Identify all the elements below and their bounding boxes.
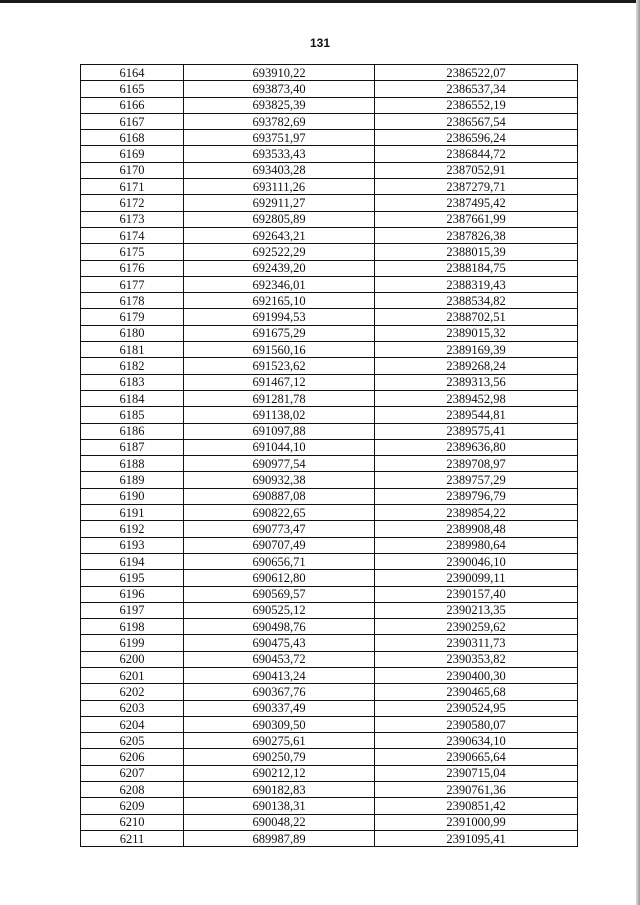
table-row (81, 733, 578, 749)
x-coordinate-cell: 693403,28 (184, 162, 375, 178)
y-coordinate-cell: 2390099,11 (375, 570, 578, 586)
table-row (81, 146, 578, 162)
x-coordinate-cell: 690525,12 (184, 602, 375, 618)
y-coordinate-cell: 2390046,10 (375, 553, 578, 569)
point-number-cell: 6208 (81, 782, 184, 798)
y-coordinate-cell: 2387495,42 (375, 195, 578, 211)
table-row (81, 309, 578, 325)
table-row (81, 390, 578, 406)
x-coordinate-cell: 690275,61 (184, 733, 375, 749)
point-number-cell: 6211 (81, 830, 184, 846)
x-coordinate-cell: 693533,43 (184, 146, 375, 162)
y-coordinate-cell: 2391000,99 (375, 814, 578, 830)
point-number-cell: 6181 (81, 342, 184, 358)
x-coordinate-cell: 691281,78 (184, 390, 375, 406)
table-row (81, 342, 578, 358)
y-coordinate-cell: 2390353,82 (375, 651, 578, 667)
point-number-cell: 6168 (81, 130, 184, 146)
y-coordinate-cell: 2388534,82 (375, 293, 578, 309)
table-row (81, 456, 578, 472)
y-coordinate-cell: 2390580,07 (375, 716, 578, 732)
table-row (81, 667, 578, 683)
point-number-cell: 6198 (81, 619, 184, 635)
table-row (81, 179, 578, 195)
point-number-cell: 6200 (81, 651, 184, 667)
table-row (81, 619, 578, 635)
y-coordinate-cell: 2386537,34 (375, 81, 578, 97)
y-coordinate-cell: 2390213,35 (375, 602, 578, 618)
point-number-cell: 6179 (81, 309, 184, 325)
x-coordinate-cell: 692522,29 (184, 244, 375, 260)
table-row (81, 195, 578, 211)
coordinates-table (80, 64, 578, 847)
x-coordinate-cell: 690773,47 (184, 521, 375, 537)
table-row (81, 211, 578, 227)
point-number-cell: 6178 (81, 293, 184, 309)
point-number-cell: 6177 (81, 276, 184, 292)
point-number-cell: 6172 (81, 195, 184, 211)
point-number-cell: 6185 (81, 407, 184, 423)
x-coordinate-cell: 690498,76 (184, 619, 375, 635)
table-row (81, 570, 578, 586)
x-coordinate-cell: 690309,50 (184, 716, 375, 732)
point-number-cell: 6183 (81, 374, 184, 390)
y-coordinate-cell: 2388702,51 (375, 309, 578, 325)
y-coordinate-cell: 2390311,73 (375, 635, 578, 651)
y-coordinate-cell: 2386552,19 (375, 97, 578, 113)
table-row (81, 814, 578, 830)
point-number-cell: 6209 (81, 798, 184, 814)
x-coordinate-cell: 693910,22 (184, 65, 375, 81)
point-number-cell: 6207 (81, 765, 184, 781)
y-coordinate-cell: 2389980,64 (375, 537, 578, 553)
x-coordinate-cell: 689987,89 (184, 830, 375, 846)
y-coordinate-cell: 2389757,29 (375, 472, 578, 488)
point-number-cell: 6173 (81, 211, 184, 227)
point-number-cell: 6199 (81, 635, 184, 651)
table-row (81, 260, 578, 276)
y-coordinate-cell: 2388015,39 (375, 244, 578, 260)
y-coordinate-cell: 2389636,80 (375, 439, 578, 455)
x-coordinate-cell: 690569,57 (184, 586, 375, 602)
table-row (81, 602, 578, 618)
x-coordinate-cell: 692643,21 (184, 227, 375, 243)
x-coordinate-cell: 691138,02 (184, 407, 375, 423)
point-number-cell: 6174 (81, 227, 184, 243)
table-row (81, 81, 578, 97)
point-number-cell: 6171 (81, 179, 184, 195)
table-row (81, 374, 578, 390)
point-number-cell: 6182 (81, 358, 184, 374)
point-number-cell: 6188 (81, 456, 184, 472)
table-row (81, 423, 578, 439)
y-coordinate-cell: 2386844,72 (375, 146, 578, 162)
point-number-cell: 6165 (81, 81, 184, 97)
point-number-cell: 6184 (81, 390, 184, 406)
point-number-cell: 6167 (81, 113, 184, 129)
point-number-cell: 6192 (81, 521, 184, 537)
x-coordinate-cell: 690212,12 (184, 765, 375, 781)
x-coordinate-cell: 691675,29 (184, 325, 375, 341)
point-number-cell: 6175 (81, 244, 184, 260)
x-coordinate-cell: 690932,38 (184, 472, 375, 488)
x-coordinate-cell: 690250,79 (184, 749, 375, 765)
point-number-cell: 6197 (81, 602, 184, 618)
point-number-cell: 6206 (81, 749, 184, 765)
x-coordinate-cell: 690413,24 (184, 667, 375, 683)
x-coordinate-cell: 690887,08 (184, 488, 375, 504)
y-coordinate-cell: 2389708,97 (375, 456, 578, 472)
y-coordinate-cell: 2388184,75 (375, 260, 578, 276)
y-coordinate-cell: 2387279,71 (375, 179, 578, 195)
scan-right-edge (636, 0, 640, 905)
point-number-cell: 6164 (81, 65, 184, 81)
x-coordinate-cell: 692805,89 (184, 211, 375, 227)
y-coordinate-cell: 2386567,54 (375, 113, 578, 129)
y-coordinate-cell: 2390851,42 (375, 798, 578, 814)
y-coordinate-cell: 2390465,68 (375, 684, 578, 700)
x-coordinate-cell: 690453,72 (184, 651, 375, 667)
table-row (81, 830, 578, 846)
table-row (81, 505, 578, 521)
table-row (81, 358, 578, 374)
point-number-cell: 6170 (81, 162, 184, 178)
point-number-cell: 6189 (81, 472, 184, 488)
x-coordinate-cell: 693751,97 (184, 130, 375, 146)
y-coordinate-cell: 2390400,30 (375, 667, 578, 683)
x-coordinate-cell: 690822,65 (184, 505, 375, 521)
table-row (81, 635, 578, 651)
table-row (81, 244, 578, 260)
x-coordinate-cell: 690182,83 (184, 782, 375, 798)
x-coordinate-cell: 691560,16 (184, 342, 375, 358)
table-row (81, 162, 578, 178)
y-coordinate-cell: 2389452,98 (375, 390, 578, 406)
x-coordinate-cell: 690612,80 (184, 570, 375, 586)
x-coordinate-cell: 693873,40 (184, 81, 375, 97)
x-coordinate-cell: 690656,71 (184, 553, 375, 569)
x-coordinate-cell: 693111,26 (184, 179, 375, 195)
table-row (81, 439, 578, 455)
point-number-cell: 6193 (81, 537, 184, 553)
point-number-cell: 6180 (81, 325, 184, 341)
x-coordinate-cell: 691994,53 (184, 309, 375, 325)
x-coordinate-cell: 692165,10 (184, 293, 375, 309)
y-coordinate-cell: 2389169,39 (375, 342, 578, 358)
y-coordinate-cell: 2390634,10 (375, 733, 578, 749)
point-number-cell: 6210 (81, 814, 184, 830)
table-row (81, 782, 578, 798)
page-number: 131 (309, 36, 331, 50)
point-number-cell: 6196 (81, 586, 184, 602)
y-coordinate-cell: 2388319,43 (375, 276, 578, 292)
x-coordinate-cell: 690475,43 (184, 635, 375, 651)
y-coordinate-cell: 2386596,24 (375, 130, 578, 146)
x-coordinate-cell: 690337,49 (184, 700, 375, 716)
point-number-cell: 6176 (81, 260, 184, 276)
table-row (81, 407, 578, 423)
point-number-cell: 6186 (81, 423, 184, 439)
table-row (81, 293, 578, 309)
table-row (81, 521, 578, 537)
point-number-cell: 6194 (81, 553, 184, 569)
point-number-cell: 6204 (81, 716, 184, 732)
table-row (81, 113, 578, 129)
y-coordinate-cell: 2389544,81 (375, 407, 578, 423)
scan-top-edge (0, 0, 640, 3)
coordinates-table-body (81, 65, 578, 847)
y-coordinate-cell: 2389796,79 (375, 488, 578, 504)
table-row (81, 700, 578, 716)
x-coordinate-cell: 690138,31 (184, 798, 375, 814)
x-coordinate-cell: 693825,39 (184, 97, 375, 113)
y-coordinate-cell: 2387052,91 (375, 162, 578, 178)
x-coordinate-cell: 690367,76 (184, 684, 375, 700)
y-coordinate-cell: 2390715,04 (375, 765, 578, 781)
x-coordinate-cell: 690707,49 (184, 537, 375, 553)
table-row (81, 325, 578, 341)
y-coordinate-cell: 2389854,22 (375, 505, 578, 521)
table-row (81, 97, 578, 113)
point-number-cell: 6205 (81, 733, 184, 749)
table-row (81, 684, 578, 700)
y-coordinate-cell: 2389015,32 (375, 325, 578, 341)
table-row (81, 488, 578, 504)
x-coordinate-cell: 691467,12 (184, 374, 375, 390)
x-coordinate-cell: 693782,69 (184, 113, 375, 129)
y-coordinate-cell: 2390761,36 (375, 782, 578, 798)
table-row (81, 651, 578, 667)
x-coordinate-cell: 692911,27 (184, 195, 375, 211)
table-row (81, 227, 578, 243)
x-coordinate-cell: 691523,62 (184, 358, 375, 374)
x-coordinate-cell: 692439,20 (184, 260, 375, 276)
point-number-cell: 6201 (81, 667, 184, 683)
table-row (81, 553, 578, 569)
x-coordinate-cell: 690977,54 (184, 456, 375, 472)
table-row (81, 749, 578, 765)
point-number-cell: 6187 (81, 439, 184, 455)
table-row (81, 65, 578, 81)
x-coordinate-cell: 692346,01 (184, 276, 375, 292)
point-number-cell: 6191 (81, 505, 184, 521)
point-number-cell: 6169 (81, 146, 184, 162)
y-coordinate-cell: 2386522,07 (375, 65, 578, 81)
y-coordinate-cell: 2390665,64 (375, 749, 578, 765)
table-row (81, 537, 578, 553)
y-coordinate-cell: 2390524,95 (375, 700, 578, 716)
x-coordinate-cell: 690048,22 (184, 814, 375, 830)
table-row (81, 586, 578, 602)
y-coordinate-cell: 2389313,56 (375, 374, 578, 390)
y-coordinate-cell: 2389268,24 (375, 358, 578, 374)
x-coordinate-cell: 691044,10 (184, 439, 375, 455)
point-number-cell: 6203 (81, 700, 184, 716)
y-coordinate-cell: 2390259,62 (375, 619, 578, 635)
table-row (81, 276, 578, 292)
y-coordinate-cell: 2387661,99 (375, 211, 578, 227)
x-coordinate-cell: 691097,88 (184, 423, 375, 439)
point-number-cell: 6190 (81, 488, 184, 504)
table-row (81, 716, 578, 732)
y-coordinate-cell: 2387826,38 (375, 227, 578, 243)
y-coordinate-cell: 2389575,41 (375, 423, 578, 439)
point-number-cell: 6202 (81, 684, 184, 700)
table-row (81, 765, 578, 781)
table-row (81, 130, 578, 146)
y-coordinate-cell: 2390157,40 (375, 586, 578, 602)
point-number-cell: 6166 (81, 97, 184, 113)
point-number-cell: 6195 (81, 570, 184, 586)
y-coordinate-cell: 2389908,48 (375, 521, 578, 537)
table-row (81, 472, 578, 488)
y-coordinate-cell: 2391095,41 (375, 830, 578, 846)
table-row (81, 798, 578, 814)
